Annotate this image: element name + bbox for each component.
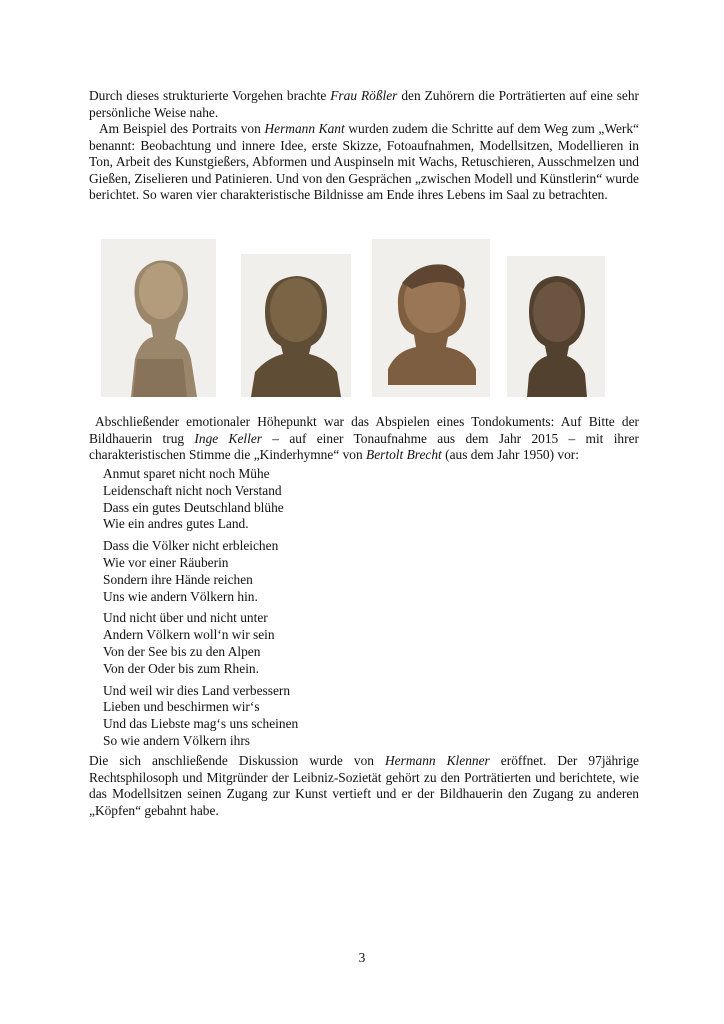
poem-line: Wie ein andres gutes Land. bbox=[103, 516, 249, 532]
poem-line: Lieben und beschirmen wir‘s bbox=[103, 699, 260, 715]
bust-2-image bbox=[241, 254, 351, 397]
poem-line: Wie vor einer Räuberin bbox=[103, 554, 229, 570]
poem-line: Anmut sparet nicht noch Mühe bbox=[103, 466, 270, 481]
bust-photo-1 bbox=[101, 239, 216, 397]
paragraph-kant-text-end: wurden zudem die Schritte auf dem Weg zum „Werk“ benannt: Beobachtung und innere Idee, erste Skizze, Fotoaufnahmen, Modellsitzen, Modellieren in Ton, Arbeit des Kunstgießers, Abformen und Auspinseln mit Wachs, Retuschieren, Ausschmelzen und Gießen, Ziselieren und Patinieren. Und von den Gesprächen „zwischen Modell und Künstlerin“ wurde berichtet. So waren vier charakteristische Bildnisse am Ende ihres Lebens im Saal zu betrachten. bbox=[89, 121, 639, 203]
poem-line: Von der See bis zu den Alpen bbox=[103, 643, 261, 659]
bust-photo-4 bbox=[507, 256, 605, 397]
paragraph-kant bbox=[89, 121, 639, 204]
paragraph-diskussion-text: Die sich anschließende Diskussion wurde von bbox=[89, 753, 386, 768]
paragraph-tondokument-text-mid: – auf einer Tonaufnahme aus dem Jahr 2015 – mit ihrer charakteristischen Stimme die „Kinderhymne“ von bbox=[89, 430, 639, 463]
paragraph-tondokument bbox=[89, 414, 639, 464]
bust-photo-3 bbox=[372, 239, 490, 397]
name-frau-roessler: Frau Rößler bbox=[330, 88, 398, 103]
poem-stanza-2 bbox=[103, 538, 523, 605]
poem-line: Und nicht über und nicht unter bbox=[103, 610, 268, 626]
name-hermann-klenner: Hermann Klenner bbox=[385, 753, 490, 768]
paragraph-diskussion bbox=[89, 753, 639, 819]
poem-line: So wie andern Völkern ihrs bbox=[103, 732, 251, 748]
poem-stanza-1 bbox=[103, 466, 523, 533]
poem-stanza-3 bbox=[103, 610, 523, 677]
paragraph-intro-text: Durch dieses strukturierte Vorgehen brachte bbox=[89, 88, 331, 103]
poem-line: Uns wie andern Völkern hin. bbox=[103, 588, 258, 604]
paragraph-kant-text: Am Beispiel des Portraits von bbox=[99, 121, 265, 136]
poem-line: Und das Liebste mag‘s uns scheinen bbox=[103, 716, 299, 732]
name-inge-keller: Inge Keller bbox=[194, 430, 262, 446]
paragraph-tondokument-text-end: (aus dem Jahr 1950) vor: bbox=[441, 447, 579, 463]
bust-4-image bbox=[507, 256, 605, 397]
poem-line: Andern Völkern woll‘n wir sein bbox=[103, 627, 275, 643]
paragraph-tondokument-text: Abschließender emotionaler Höhepunkt war das Abspielen eines Tondokuments: Auf Bitte der Bildhauerin trug bbox=[89, 414, 639, 446]
paragraph-intro bbox=[89, 88, 639, 121]
name-bertolt-brecht: Bertolt Brecht bbox=[366, 447, 442, 463]
bust-1-image bbox=[101, 239, 216, 397]
poem-line: Dass ein gutes Deutschland blühe bbox=[103, 499, 284, 515]
poem-line: Von der Oder bis zum Rhein. bbox=[103, 660, 259, 676]
poem-line: Sondern ihre Hände reichen bbox=[103, 571, 253, 587]
poem-line: Und weil wir dies Land verbessern bbox=[103, 682, 291, 698]
poem-line: Leidenschaft nicht noch Verstand bbox=[103, 482, 282, 498]
bust-3-image bbox=[372, 239, 490, 397]
paragraph-diskussion-text-end: eröffnet. Der 97jährige Rechtsphilosoph und Mitgründer der Leibniz-Sozietät gehört zu den Porträtierten und berichtete, wie das Modellsitzen seinen Zugang zur Kunst vertieft und er der Bildhauerin den Zugang zu anderen „Köpfen“ gebahnt habe. bbox=[89, 753, 639, 818]
bust-photo-row bbox=[0, 237, 724, 397]
bust-photo-2 bbox=[241, 254, 351, 397]
poem-kinderhymne bbox=[103, 466, 523, 755]
name-hermann-kant: Hermann Kant bbox=[264, 121, 345, 136]
poem-line: Dass die Völker nicht erbleichen bbox=[103, 538, 279, 554]
poem-stanza-4 bbox=[103, 683, 523, 750]
page-number: 3 bbox=[358, 950, 366, 965]
paragraph-intro-text-end: den Zuhörern die Porträtierten auf eine sehr persönliche Weise nahe. bbox=[89, 88, 639, 120]
